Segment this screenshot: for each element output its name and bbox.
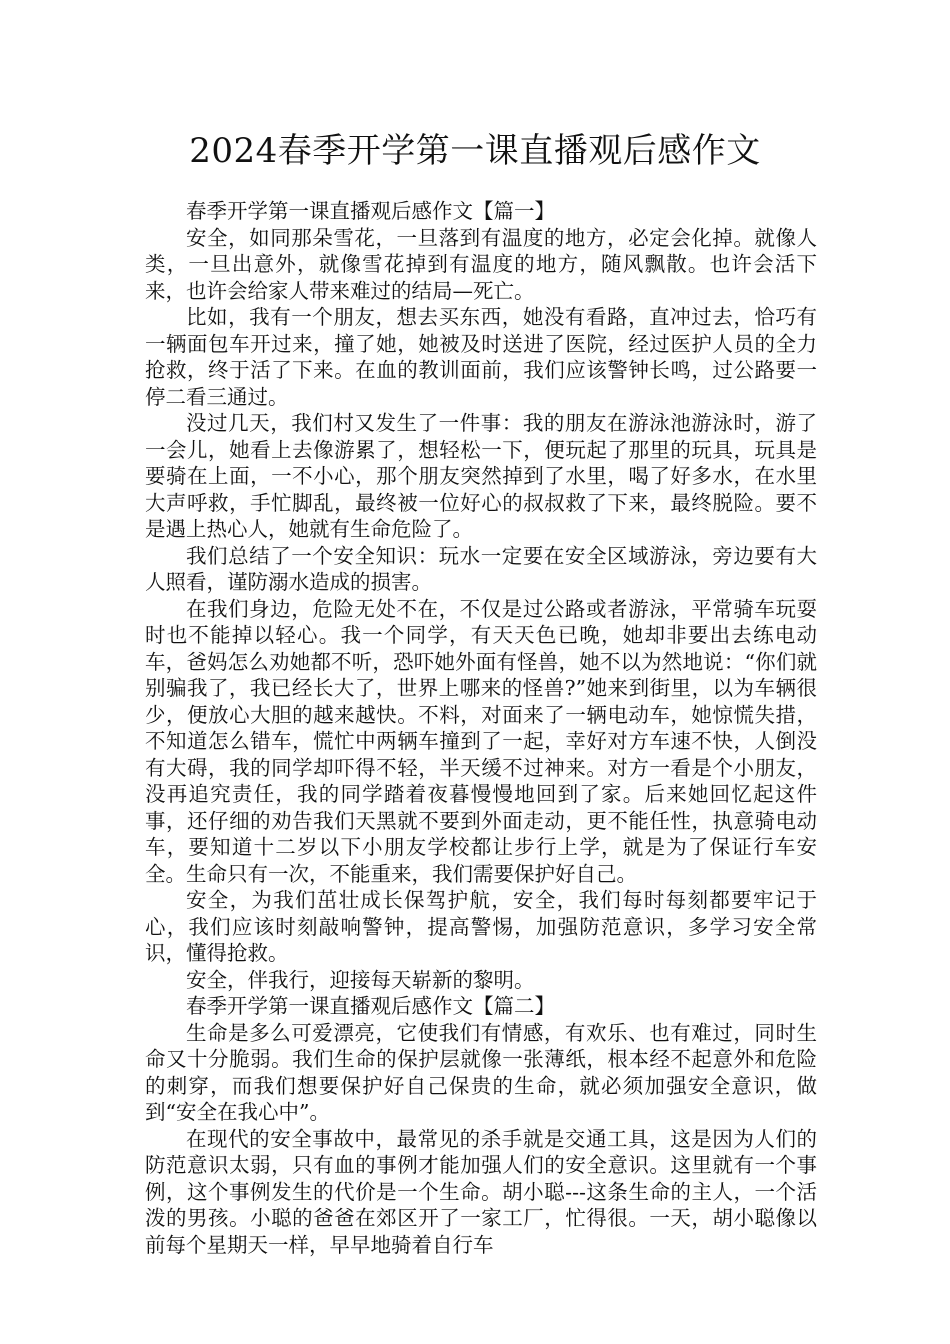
body-paragraph: 安全，伴我行，迎接每天崭新的黎明。: [186, 967, 535, 992]
body-paragraph: 安全，为我们茁壮成长保驾护航，安全，我们每时每刻都要牢记于心，我们应该时刻敲响警钟，提高警惕，加强防范意识，多学习安全常识，懂得抢救。: [145, 888, 817, 965]
body-paragraph: 没过几天，我们村又发生了一件事：我的朋友在游泳池游泳时，游了一会儿，她看上去像游累了，想轻松一下，便玩起了那里的玩具，玩具是要骑在上面，一不小心，那个朋友突然掉到了水里，喝了好多水，在水里大声呼救，手忙脚乱，最终被一位好心的叔叔救了下来，最终脱险。要不是遇上热心人，她就有生命危险了。: [145, 411, 817, 541]
section-heading-part-2: 春季开学第一课直播观后感作文【篇二】: [186, 994, 555, 1018]
body-paragraph: 安全，如同那朵雪花，一旦落到有温度的地方，必定会化掉。就像人类，一旦出意外，就像雪花掉到有温度的地方，随风飘散。也许会活下来，也许会给家人带来难过的结局—死亡。: [145, 225, 817, 303]
body-paragraph: 在我们身边，危险无处不在，不仅是过公路或者游泳，平常骑车玩耍时也不能掉以轻心。我一个同学，有天天色已晚，她却非要出去练电动车，爸妈怎么劝她都不听，恐吓她外面有怪兽，她不以为然地说：“你们就别骗我了，我已经长大了，世界上哪来的怪兽?”她来到街里，以为车辆很少，便放心大胆的越来越快。不料，对面来了一辆电动车，她惊慌失措，不知道怎么错车，慌忙中两辆车撞到了一起，幸好对方车速不快，人倒没有大碍，我的同学却吓得不轻，半天缓不过神来。对方一看是个小朋友，没再追究责任，我的同学踏着夜暮慢慢地回到了家。后来她回忆起这件事，还仔细的劝告我们天黑就不要到外面走动，更不能任性，执意骑电动车，要知道十二岁以下小朋友学校都让步行上学，就是为了保证行车安全。生命只有一次，不能重来，我们需要保护好自己。: [145, 596, 817, 886]
body-paragraph: 比如，我有一个朋友，想去买东西，她没有看路，直冲过去，恰巧有一辆面包车开过来，撞了她，她被及时送进了医院，经过医护人员的全力抢救，终于活了下来。在血的教训面前，我们应该警钟长鸣，过公路要一停二看三通过。: [145, 305, 817, 409]
body-paragraph: 在现代的安全事故中，最常见的杀手就是交通工具，这是因为人们的防范意识太弱，只有血的事例才能加强人们的安全意识。这里就有一个事例，这个事例发生的代价是一个生命。胡小聪---这条生命的主人，一个活泼的男孩。小聪的爸爸在郊区开了一家工厂，忙得很。一天，胡小聪像以前每个星期天一样，早早地骑着自行车: [145, 1126, 817, 1257]
body-paragraph: 生命是多么可爱漂亮，它使我们有情感，有欢乐、也有难过，同时生命又十分脆弱。我们生命的保护层就像一张薄纸，根本经不起意外和危险的刺穿，而我们想要保护好自己保贵的生命，就必须加强安全意识，做到“安全在我心中”。: [145, 1020, 817, 1124]
section-heading-part-1: 春季开学第一课直播观后感作文【篇一】: [186, 199, 555, 223]
body-paragraph: 我们总结了一个安全知识：玩水一定要在安全区域游泳，旁边要有大人照看，谨防溺水造成的损害。: [145, 543, 817, 594]
document-title: 2024春季开学第一课直播观后感作文: [189, 131, 761, 171]
document-body: [145, 198, 817, 1258]
